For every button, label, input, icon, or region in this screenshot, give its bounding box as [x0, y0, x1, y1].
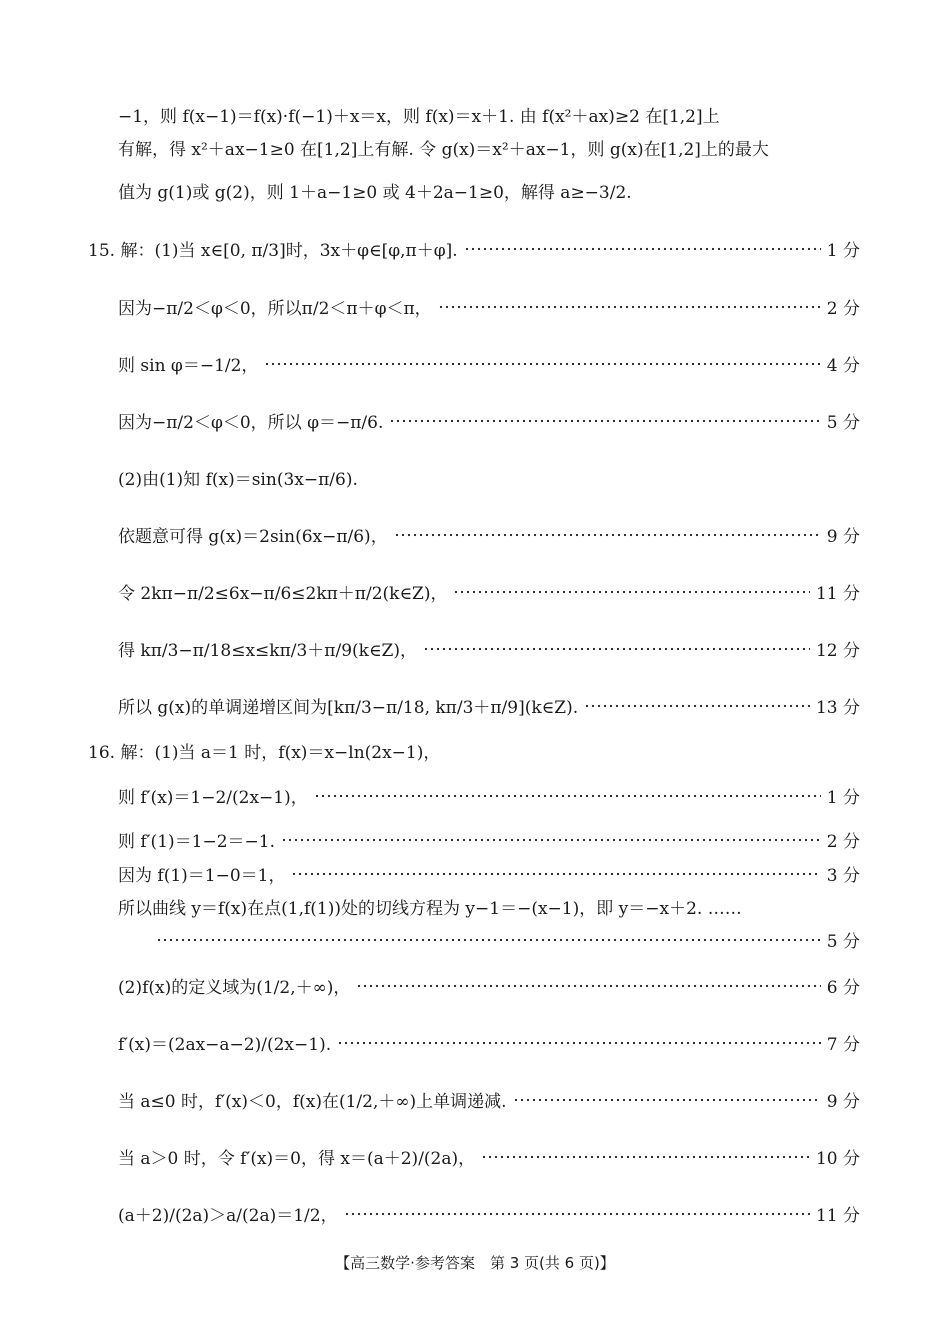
- dot-leader: [464, 238, 821, 258]
- line-text: 15. 解：(1)当 x∈[0, π/3]时，3x＋φ∈[φ,π＋φ].: [88, 240, 458, 261]
- dot-leader: [156, 929, 821, 949]
- score-label: 5 分: [826, 412, 860, 433]
- score-label: 3 分: [826, 865, 860, 886]
- text-line: [118, 965, 860, 1005]
- line-text: (2)f(x)的定义域为(1/2,＋∞)，: [118, 977, 351, 998]
- score-label: 9 分: [826, 526, 860, 547]
- text-line: [118, 343, 860, 383]
- text-line: [88, 228, 860, 268]
- line-text: 则 f′(x)＝1−2/(2x−1)，: [118, 787, 308, 808]
- text-line: [118, 1193, 860, 1233]
- dot-leader: [281, 829, 821, 849]
- line-text: 16. 解：(1)当 a＝1 时，f(x)＝x−ln(2x−1)，: [88, 742, 441, 763]
- score-label: 11 分: [815, 1205, 860, 1226]
- score-label: 1 分: [826, 787, 860, 808]
- line-text: 所以曲线 y＝f(x)在点(1,f(1))处的切线方程为 y−1＝−(x−1)，即 y＝−x＋2. ……: [118, 898, 742, 919]
- text-line: [118, 628, 860, 668]
- page-footer: 【高三数学·参考答案 第 3 页(共 6 页)】: [335, 1254, 615, 1272]
- dot-leader: [453, 581, 809, 601]
- score-label: 10 分: [815, 1148, 860, 1169]
- dot-leader: [337, 1032, 821, 1052]
- score-label: 13 分: [815, 697, 860, 718]
- text-line: [118, 286, 860, 326]
- score-label: 11 分: [815, 583, 860, 604]
- text-line: [118, 571, 860, 611]
- text-line: [118, 127, 860, 167]
- score-label: 4 分: [826, 355, 860, 376]
- score-label: 6 分: [826, 977, 860, 998]
- text-line: [150, 919, 860, 959]
- line-text: (2)由(1)知 f(x)＝sin(3x−π/6).: [118, 469, 358, 490]
- line-text: 当 a＞0 时，令 f′(x)＝0，得 x＝(a＋2)/(2a)，: [118, 1148, 476, 1169]
- dot-leader: [394, 524, 821, 544]
- line-text: 因为−π/2＜φ＜0，所以 φ＝−π/6.: [118, 412, 384, 433]
- text-line: [118, 1022, 860, 1062]
- score-label: 2 分: [826, 298, 860, 319]
- text-line: [118, 1136, 860, 1176]
- score-label: 2 分: [826, 831, 860, 852]
- dot-leader: [291, 863, 820, 883]
- line-text: 因为−π/2＜φ＜0，所以π/2＜π＋φ＜π，: [118, 298, 432, 319]
- dot-leader: [481, 1146, 810, 1166]
- line-text: (a＋2)/(2a)＞a/(2a)＝1/2，: [118, 1205, 338, 1226]
- text-line: [118, 400, 860, 440]
- text-line: [118, 685, 860, 725]
- line-text: 依题意可得 g(x)＝2sin(6x−π/6)，: [118, 526, 388, 547]
- dot-leader: [344, 1203, 810, 1223]
- line-text: 得 kπ/3−π/18≤x≤kπ/3＋π/9(k∈Z)，: [118, 640, 417, 661]
- line-text: f′(x)＝(2ax−a−2)/(2x−1).: [118, 1034, 332, 1055]
- score-label: 5 分: [826, 931, 860, 952]
- dot-leader: [356, 975, 820, 995]
- text-line: [118, 1079, 860, 1119]
- score-label: 7 分: [826, 1034, 860, 1055]
- text-line: [118, 457, 860, 497]
- dot-leader: [423, 638, 810, 658]
- text-line: [118, 514, 860, 554]
- text-line: [118, 775, 860, 815]
- line-text: 当 a≤0 时，f′(x)＜0，f(x)在(1/2,＋∞)上单调递减.: [118, 1091, 507, 1112]
- line-text: 因为 f(1)＝1−0＝1，: [118, 865, 286, 886]
- line-text: 所以 g(x)的单调递增区间为[kπ/3−π/18, kπ/3＋π/9](k∈Z).: [118, 697, 579, 718]
- dot-leader: [264, 353, 820, 373]
- score-label: 12 分: [815, 640, 860, 661]
- line-text: 令 2kπ−π/2≤6x−π/6≤2kπ＋π/2(k∈Z)，: [118, 583, 448, 604]
- line-text: −1，则 f(x−1)＝f(x)·f(−1)＋x＝x，则 f(x)＝x＋1. 由 f(x²＋ax)≥2 在[1,2]上: [118, 106, 720, 127]
- dot-leader: [584, 695, 810, 715]
- dot-leader: [513, 1089, 821, 1109]
- line-text: 则 sin φ＝−1/2，: [118, 355, 259, 376]
- score-label: 9 分: [826, 1091, 860, 1112]
- dot-leader: [389, 410, 820, 430]
- dot-leader: [438, 296, 821, 316]
- line-text: 则 f′(1)＝1−2＝−1.: [118, 831, 275, 852]
- score-label: 1 分: [826, 240, 860, 261]
- text-line: [88, 730, 860, 770]
- text-line: [118, 170, 860, 210]
- line-text: 有解，得 x²＋ax−1≥0 在[1,2]上有解. 令 g(x)＝x²＋ax−1，则 g(x)在[1,2]上的最大: [118, 139, 769, 160]
- dot-leader: [314, 785, 821, 805]
- line-text: 值为 g(1)或 g(2)，则 1＋a−1≥0 或 4＋2a−1≥0，解得 a≥−3/2.: [118, 182, 632, 203]
